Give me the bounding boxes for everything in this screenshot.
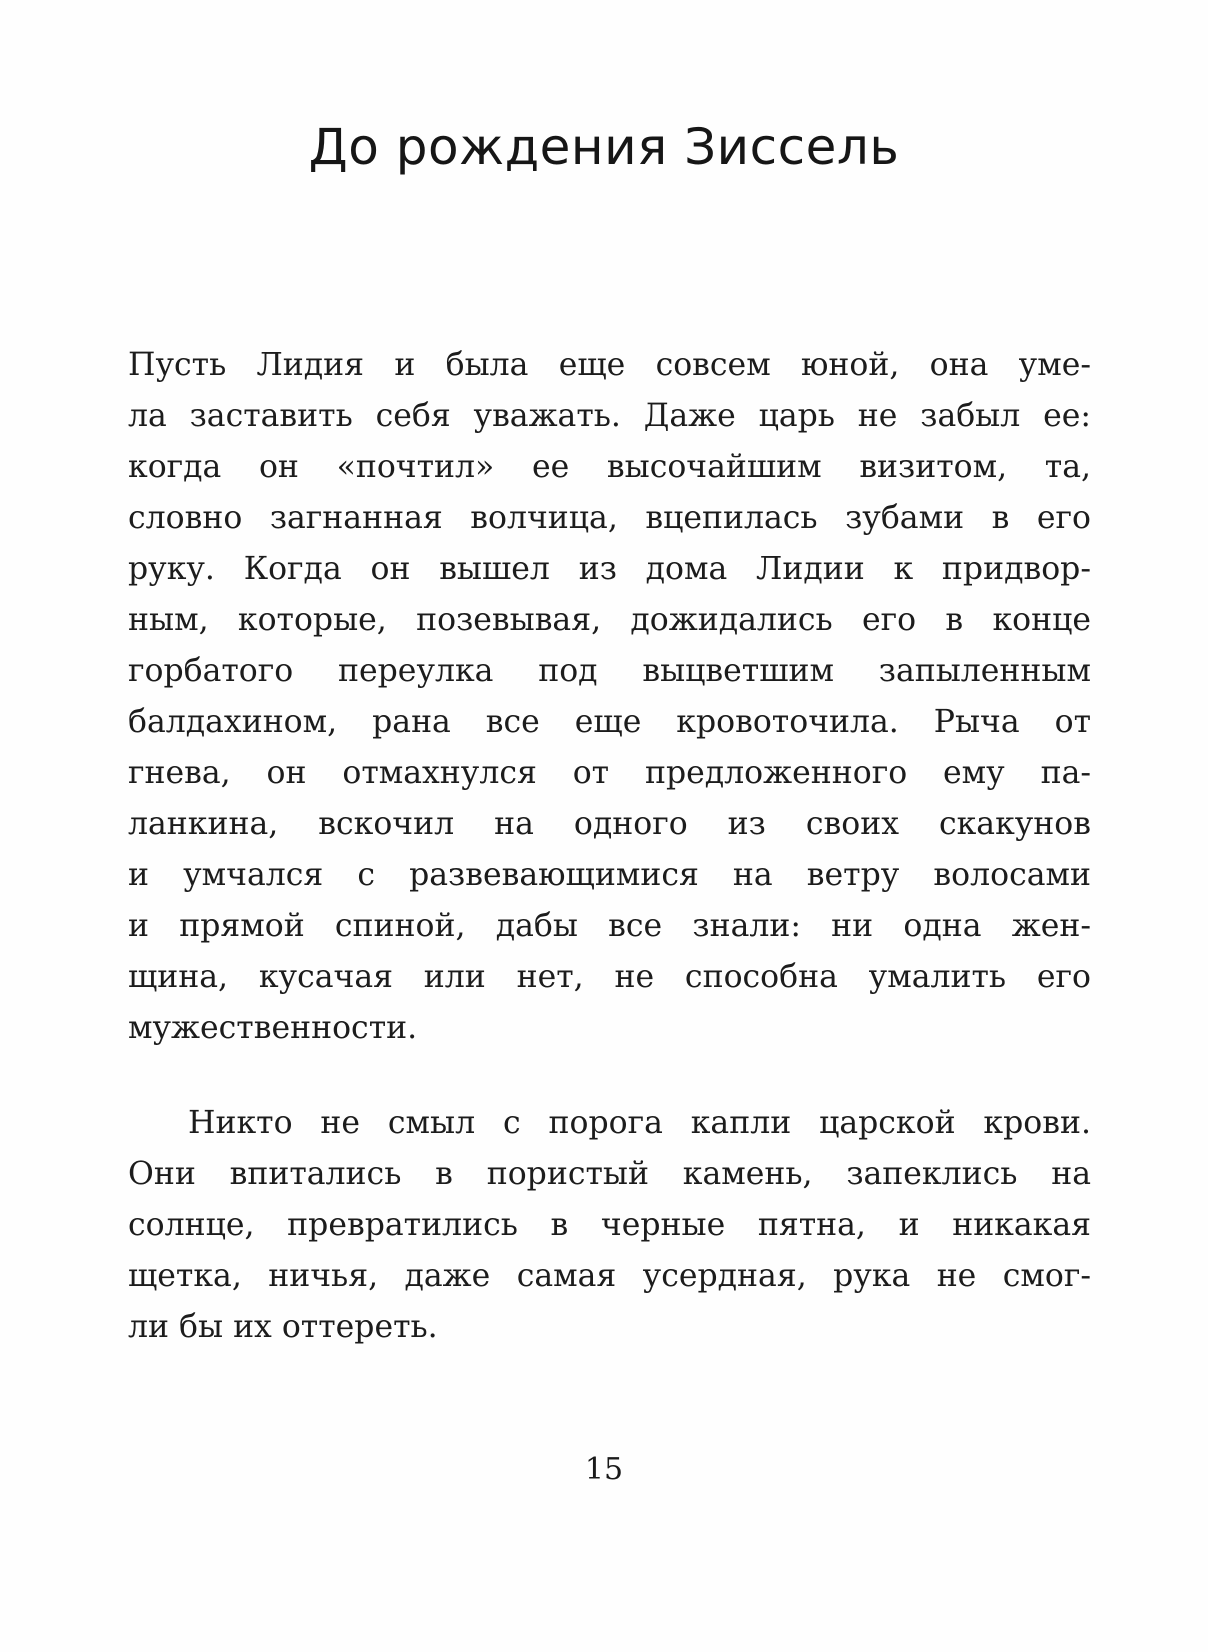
paragraph-1 <box>128 340 1091 1054</box>
page-number: 15 <box>584 1452 624 1487</box>
text-line: ла заставить себя уважать. Даже царь не забыл ее: <box>128 398 1091 434</box>
paragraph-2 <box>128 1098 1091 1353</box>
text-line: Никто не смыл с порога капли царской крови. <box>188 1105 1091 1141</box>
chapter-title: До рождения Зиссель <box>308 118 900 176</box>
text-line: мужественности. <box>128 1010 418 1046</box>
text-line: словно загнанная волчица, вцепилась зубами в его <box>128 500 1091 536</box>
text-line: ли бы их оттереть. <box>128 1309 438 1345</box>
text-line: ным, которые, позевывая, дожидались его в конце <box>128 602 1091 638</box>
text-line: руку. Когда он вышел из дома Лидии к придвор- <box>128 551 1091 587</box>
text-line: балдахином, рана все еще кровоточила. Рыча от <box>128 704 1091 740</box>
text-line: горбатого переулка под выцветшим запыленным <box>128 653 1091 689</box>
text-line: солнце, превратились в черные пятна, и никакая <box>128 1207 1091 1243</box>
text-line: и умчался с развевающимися на ветру волосами <box>128 857 1091 893</box>
text-line: и прямой спиной, дабы все знали: ни одна жен- <box>128 908 1091 944</box>
text-line: Пусть Лидия и была еще совсем юной, она уме- <box>128 347 1091 383</box>
text-line: щина, кусачая или нет, не способна умалить его <box>128 959 1091 995</box>
text-line: щетка, ничья, даже самая усердная, рука не смог- <box>128 1258 1091 1294</box>
text-line: Они впитались в пористый камень, запеклись на <box>128 1156 1091 1192</box>
text-line: ланкина, вскочил на одного из своих скакунов <box>128 806 1091 842</box>
text-line: гнева, он отмахнулся от предложенного ему па- <box>128 755 1091 791</box>
text-line: когда он «почтил» ее высочайшим визитом, та, <box>128 449 1091 485</box>
